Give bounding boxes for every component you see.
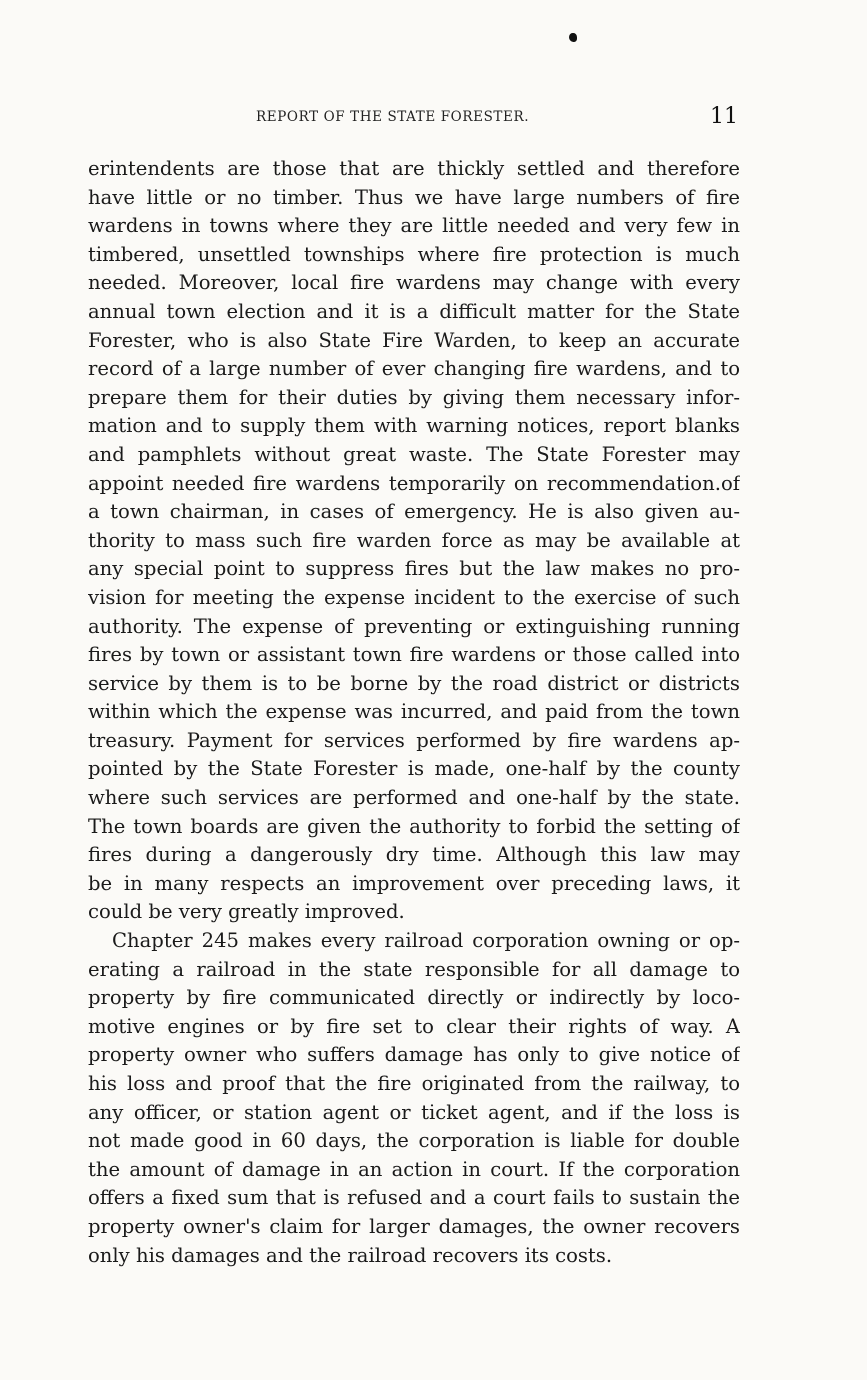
text-line: be in many respects an improvement over preceding laws, it: [88, 871, 740, 895]
text-line: The town boards are given the authority to forbid the setting of: [88, 814, 740, 838]
text-line: where such services are performed and one-half by the state.: [88, 786, 740, 810]
text-line: service by them is to be borne by the road district or districts: [88, 671, 740, 695]
text-line: record of a large number of ever changing fire wardens, and to: [88, 357, 740, 381]
text-line: the amount of damage in an action in court. If the corporation: [88, 1157, 740, 1181]
running-head: REPORT OF THE STATE FORESTER.: [256, 109, 530, 125]
text-line: needed. Moreover, local fire wardens may change with every: [88, 271, 740, 295]
text-line: only his damages and the railroad recovers its costs.: [88, 1243, 613, 1267]
text-line: erating a railroad in the state responsible for all damage to: [88, 957, 740, 981]
text-line: treasury. Payment for services performed by fire wardens ap-: [88, 728, 740, 752]
text-line: Forester, who is also State Fire Warden, to keep an accurate: [88, 328, 740, 352]
text-line: vision for meeting the expense incident to the exercise of such: [88, 585, 740, 609]
text-line: and pamphlets without great waste. The State Forester may: [88, 442, 740, 466]
text-line: mation and to supply them with warning notices, report blanks: [88, 414, 740, 438]
text-line: timbered, unsettled townships where fire protection is much: [88, 242, 740, 266]
text-line: within which the expense was incurred, and paid from the town: [88, 700, 740, 724]
text-line: thority to mass such fire warden force as may be available at: [88, 528, 740, 552]
text-line: property owner's claim for larger damages, the owner recovers: [88, 1214, 740, 1238]
text-line: Chapter 245 makes every railroad corporation owning or op-: [112, 929, 740, 953]
text-line: property by fire communicated directly or indirectly by loco-: [88, 986, 740, 1010]
text-line: his loss and proof that the fire originated from the railway, to: [88, 1072, 740, 1095]
text-line: pointed by the State Forester is made, one-half by the county: [88, 757, 740, 781]
text-line: a town chairman, in cases of emergency. He is also given au-: [88, 500, 740, 524]
text-line: any officer, or station agent or ticket agent, and if the loss is: [88, 1100, 740, 1124]
text-line: prepare them for their duties by giving them necessary infor-: [88, 385, 740, 409]
text-line: fires during a dangerously dry time. Although this law may: [88, 843, 740, 867]
body-text: [88, 155, 740, 1270]
paragraph-2: [88, 927, 740, 1270]
text-line: offers a fixed sum that is refused and a court fails to sustain the: [88, 1186, 740, 1210]
paragraph-1: [88, 155, 740, 927]
text-line: motive engines or by fire set to clear their rights of way. A: [88, 1014, 740, 1038]
text-line: property owner who suffers damage has only to give notice of: [88, 1043, 740, 1067]
text-line: could be very greatly improved.: [88, 900, 405, 924]
text-line: fires by town or assistant town fire wardens or those called into: [88, 643, 740, 667]
text-line: have little or no timber. Thus we have large numbers of fire: [88, 185, 740, 209]
text-line: not made good in 60 days, the corporation is liable for double: [88, 1129, 740, 1153]
text-line: annual town election and it is a difficult matter for the State: [88, 299, 740, 323]
text-line: wardens in towns where they are little needed and very few in: [88, 214, 740, 238]
text-line: authority. The expense of preventing or extinguishing running: [88, 614, 740, 638]
page-number: 11: [710, 104, 738, 129]
text-line: erintendents are those that are thickly settled and therefore: [88, 157, 740, 180]
ink-speck: [569, 33, 577, 42]
page-header: [88, 104, 740, 128]
text-line: any special point to suppress fires but the law makes no pro-: [88, 557, 740, 581]
text-line: appoint needed fire wardens temporarily on recommendation.of: [88, 471, 740, 495]
